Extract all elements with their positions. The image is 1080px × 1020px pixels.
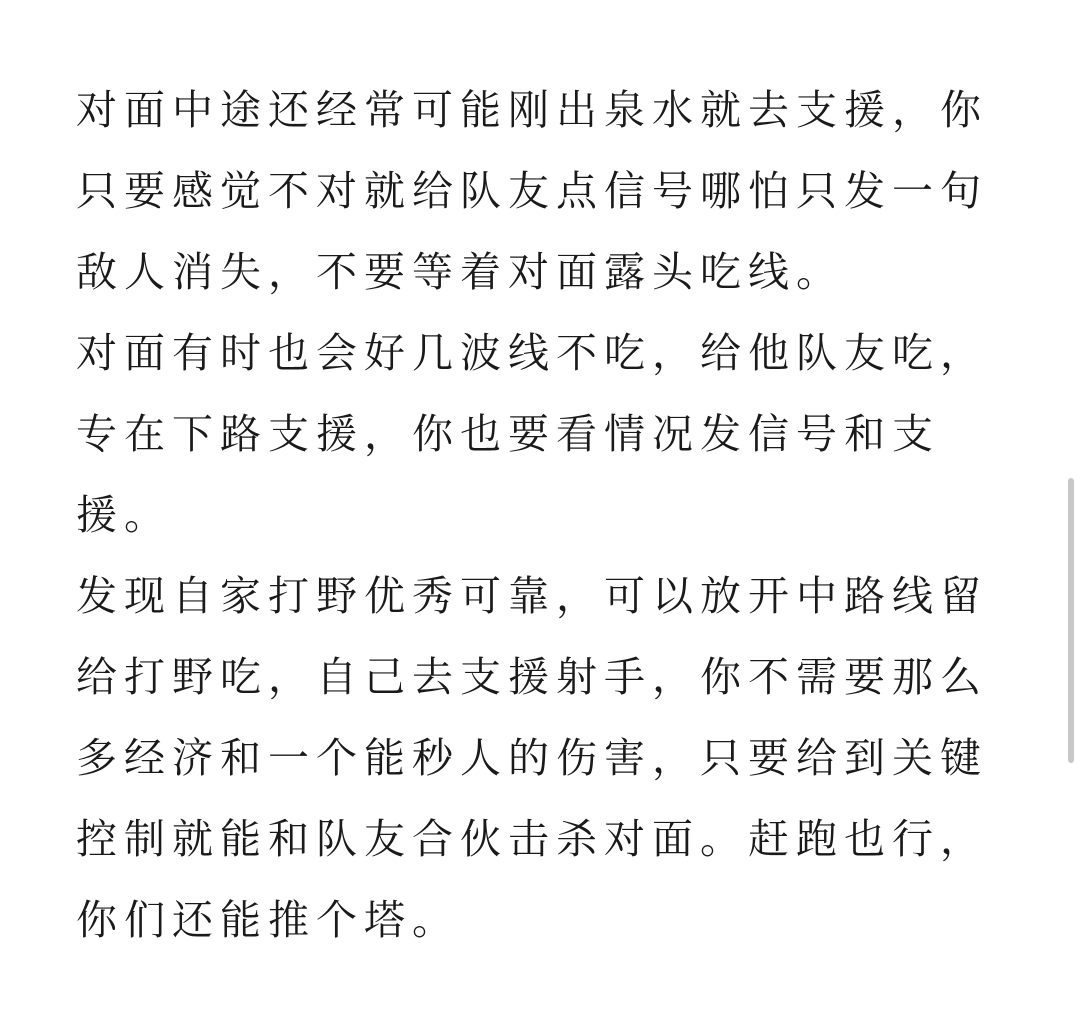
article-body (76, 70, 1016, 961)
text-line: 多经济和一个能秒人的伤害，只要给到关键 (76, 734, 988, 782)
text-line: 只要感觉不对就给队友点信号哪怕只发一句 (76, 167, 988, 215)
text-line: 对面有时也会好几波线不吃，给他队友吃， (76, 329, 988, 377)
text-line: 专在下路支援，你也要看情况发信号和支 (76, 410, 940, 458)
text-line: 给打野吃，自己去支援射手，你不需要那么 (76, 653, 988, 701)
text-line: 对面中途还经常可能刚出泉水就去支援，你 (76, 86, 988, 134)
text-line: 敌人消失，不要等着对面露头吃线。 (76, 248, 844, 296)
text-line: 发现自家打野优秀可靠，可以放开中路线留 (76, 572, 988, 620)
text-line: 援。 (76, 491, 172, 539)
scrollbar-thumb[interactable] (1068, 478, 1074, 763)
text-line: 你们还能推个塔。 (76, 896, 460, 944)
text-line: 控制就能和队友合伙击杀对面。赶跑也行， (76, 815, 988, 863)
